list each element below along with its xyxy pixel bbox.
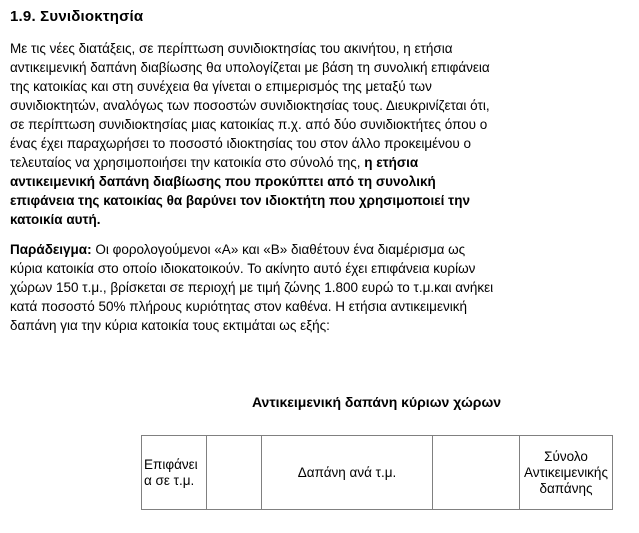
table-header-cell-empty-2: [433, 436, 520, 510]
text-segment: Με τις νέες διατάξεις, σε περίπτωση συνιδιοκτησίας του ακινήτου, η ετήσια: [10, 41, 453, 56]
text-line: [10, 134, 635, 153]
text-line: [10, 316, 635, 335]
table-header-row: [142, 436, 613, 510]
text-line: [10, 172, 635, 191]
text-segment: της κατοικίας και στη συνέχεια θα γίνεται ο επιμερισμός της μεταξύ των: [10, 79, 432, 94]
text-line: [10, 278, 635, 297]
text-segment: Οι φορολογούμενοι «Α» και «Β» διαθέτουν ένα διαμέρισμα ως: [91, 242, 466, 257]
text-segment: συνιδιοκτητών, αναλόγως των ποσοστών συνιδιοκτησίας τους. Διευκρινίζεται ότι,: [10, 98, 490, 113]
text-segment: δαπάνη για την κύρια κατοικία τους εκτιμάται ως εξής:: [10, 318, 330, 333]
text-line: [10, 96, 635, 115]
table-header-cell-surface-sqm: Επιφάνεια σε τ.μ.: [142, 436, 207, 510]
paragraph-coownership-rules: [10, 39, 635, 229]
text-line: [10, 297, 635, 316]
table-header-cell-total-objective-expense: Σύνολο Αντικειμενικής δαπάνης: [520, 436, 613, 510]
section-heading: 1.9. Συνιδιοκτησία: [10, 8, 144, 25]
text-segment-bold: επιφάνεια της κατοικίας θα βαρύνει τον ιδιοκτήτη που χρησιμοποιεί την: [10, 193, 470, 208]
text-line: [10, 39, 635, 58]
text-segment: κύρια κατοικία στο οποίο ιδιοκατοικούν. Το ακίνητο αυτό έχει επιφάνεια κυρίων: [10, 261, 476, 276]
text-line: [10, 259, 635, 278]
text-segment: κατά ποσοστό 50% πλήρους κυριότητας στον καθένα. Η ετήσια αντικειμενική: [10, 299, 467, 314]
table-caption: Αντικειμενική δαπάνη κύριων χώρων: [251, 394, 502, 410]
text-line: [10, 240, 635, 259]
text-segment-bold: η ετήσια: [364, 155, 419, 170]
text-line: [10, 191, 635, 210]
text-segment-bold: κατοικία αυτή.: [10, 212, 101, 227]
text-segment: χώρων 150 τ.μ., βρίσκεται σε περιοχή με τιμή ζώνης 1.800 ευρώ το τ.μ.και ανήκει: [10, 280, 494, 295]
table-header-cell-expense-per-sqm: Δαπάνη ανά τ.μ.: [262, 436, 433, 510]
text-segment: ένας έχει παραχωρήσει το ποσοστό ιδιοκτησίας του στον άλλο προκειμένου ο: [10, 136, 472, 151]
table-header-cell-empty-1: [207, 436, 262, 510]
text-segment: αντικειμενική δαπάνη διαβίωσης θα υπολογίζεται με βάση τη συνολική επιφάνεια: [10, 60, 490, 75]
text-line: [10, 153, 635, 172]
text-line: [10, 77, 635, 96]
text-line: [10, 58, 635, 77]
text-line: [10, 115, 635, 134]
example-label: Παράδειγμα:: [10, 242, 92, 257]
text-segment: σε περίπτωση συνιδιοκτησίας μιας κατοικίας π.χ. από δύο συνιδιοκτήτες όπου ο: [10, 117, 488, 132]
text-segment: τελευταίος να χρησιμοποιήσει την κατοικία στο σύνολό της,: [10, 155, 365, 170]
objective-expense-table: [141, 435, 613, 510]
text-line: [10, 210, 635, 229]
paragraph-example: [10, 240, 635, 335]
text-segment-bold: αντικειμενική δαπάνη διαβίωσης που προκύπτει από τη συνολική: [10, 174, 436, 189]
